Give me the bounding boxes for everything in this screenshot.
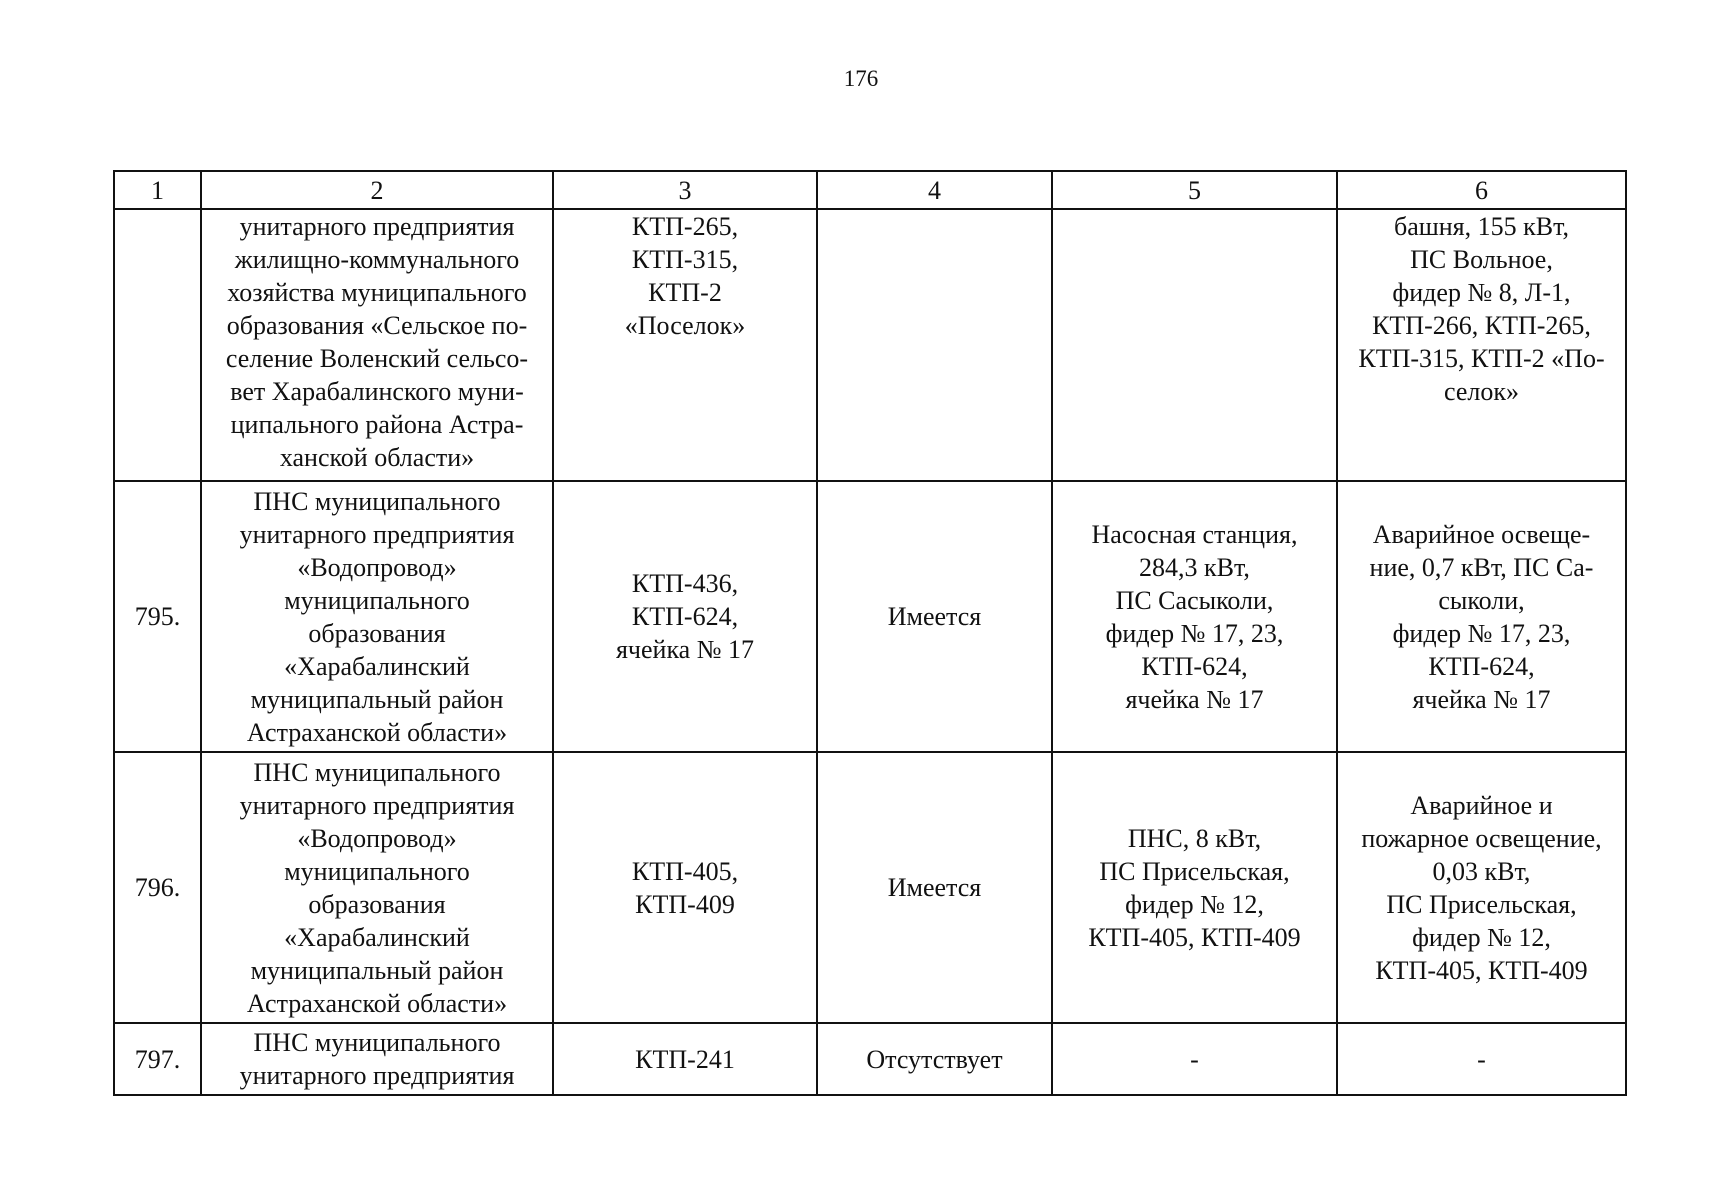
table-row [114, 481, 1626, 752]
column-header: 1 [114, 171, 201, 209]
row-number-cell [114, 209, 201, 481]
substation-cell: КТП-241 [553, 1023, 817, 1095]
row-number-cell: 796. [114, 752, 201, 1023]
table-row [114, 209, 1626, 481]
column-header: 3 [553, 171, 817, 209]
backup-source-cell: Аварийное освеще- ние, 0,7 кВт, ПС Са- сыколи, фидер № 17, 23, КТП-624, ячейка № 17 [1337, 481, 1626, 752]
substation-cell: КТП-405, КТП-409 [553, 752, 817, 1023]
availability-cell [817, 209, 1052, 481]
backup-source-cell: - [1337, 1023, 1626, 1095]
table-row [114, 752, 1626, 1023]
backup-source-cell: Аварийное и пожарное освещение, 0,03 кВт, ПС Присельская, фидер № 12, КТП-405, КТП-409 [1337, 752, 1626, 1023]
column-header: 2 [201, 171, 553, 209]
row-number-cell: 797. [114, 1023, 201, 1095]
substation-cell: КТП-265, КТП-315, КТП-2 «Поселок» [553, 209, 817, 481]
availability-cell: Отсутствует [817, 1023, 1052, 1095]
data-table [113, 170, 1627, 1096]
table-header-row [114, 171, 1626, 209]
power-source-cell [1052, 209, 1337, 481]
power-source-cell: - [1052, 1023, 1337, 1095]
object-name-cell: унитарного предприятия жилищно-коммунального хозяйства муниципального образования «Сельское по- селение Воленский сельсо- вет Харабалинского муни- ципального района Астра- ханской области» [201, 209, 553, 481]
column-header: 6 [1337, 171, 1626, 209]
backup-source-cell: башня, 155 кВт, ПС Вольное, фидер № 8, Л-1, КТП-266, КТП-265, КТП-315, КТП-2 «По- селок» [1337, 209, 1626, 481]
substation-cell: КТП-436, КТП-624, ячейка № 17 [553, 481, 817, 752]
availability-cell: Имеется [817, 481, 1052, 752]
power-source-cell: ПНС, 8 кВт, ПС Присельская, фидер № 12, КТП-405, КТП-409 [1052, 752, 1337, 1023]
table-row [114, 1023, 1626, 1095]
column-header: 4 [817, 171, 1052, 209]
column-header: 5 [1052, 171, 1337, 209]
page-number: 176 [843, 66, 879, 91]
availability-cell: Имеется [817, 752, 1052, 1023]
object-name-cell: ПНС муниципального унитарного предприятия «Водопровод» муниципального образования «Харабалинский муниципальный район Астраханской области» [201, 752, 553, 1023]
object-name-cell: ПНС муниципального унитарного предприятия «Водопровод» муниципального образования «Харабалинский муниципальный район Астраханской области» [201, 481, 553, 752]
power-source-cell: Насосная станция, 284,3 кВт, ПС Сасыколи, фидер № 17, 23, КТП-624, ячейка № 17 [1052, 481, 1337, 752]
row-number-cell: 795. [114, 481, 201, 752]
object-name-cell: ПНС муниципального унитарного предприятия [201, 1023, 553, 1095]
